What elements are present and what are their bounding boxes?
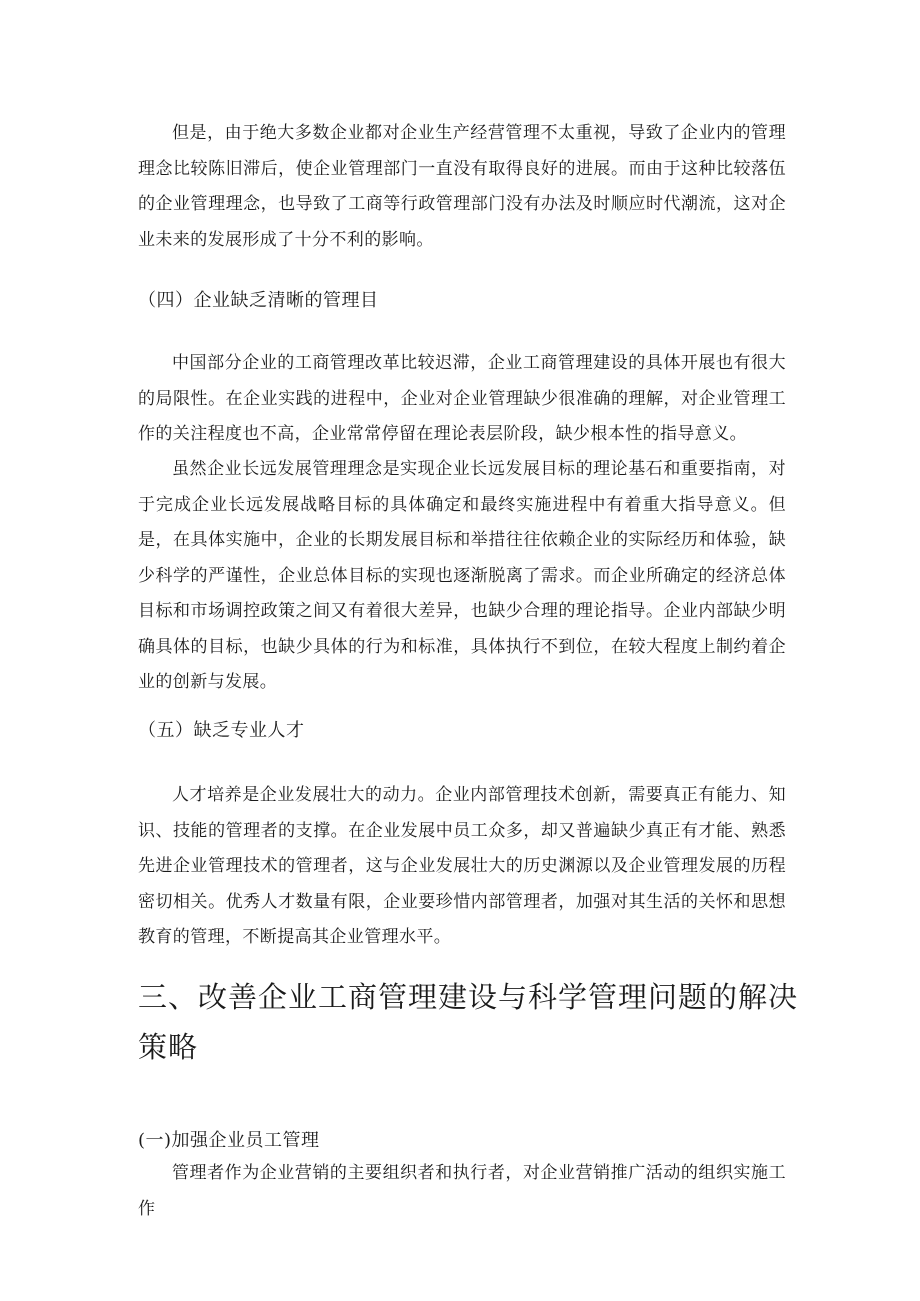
- section-heading-3: 三、改善企业工商管理建设与科学管理问题的解决策略: [138, 980, 799, 1064]
- paragraph-talent: 人才培养是企业发展壮大的动力。企业内部管理技术创新，需要真正有能力、知识、技能的管理者的支撑。在企业发展中员工众多，却又普遍缺少真正有才能、熟悉先进企业管理技术的管理者，这与企业发展壮大的历史渊源以及企业管理发展的历程密切相关。优秀人才数量有限，企业要珍惜内部管理者，加强对其生活的关怀和思想教育的管理，不断提高其企业管理水平。: [138, 785, 786, 947]
- subheading-section-4: （四）企业缺乏清晰的管理目: [138, 290, 379, 311]
- subheading-strengthen-staff: (一)加强企业员工管理: [138, 1130, 320, 1151]
- paragraph-managers-role: 管理者作为企业营销的主要组织者和执行者，对企业营销推广活动的组织实施工作: [138, 1163, 786, 1219]
- paragraph-long-term-goals: 虽然企业长远发展管理理念是实现企业长远发展目标的理论基石和重要指南，对于完成企业长远发展战略目标的具体确定和最终实施进程中有着重大指导意义。但是，在具体实施中，企业的长期发展目标和举措往往依赖企业的实际经历和体验，缺少科学的严谨性，企业总体目标的实现也逐渐脱离了需求。而企业所确定的经济总体目标和市场调控政策之间又有着很大差异，也缺少合理的理论指导。企业内部缺少明确具体的目标，也缺少具体的行为和标准，具体执行不到位，在较大程度上制约着企业的创新与发展。: [138, 459, 786, 692]
- subheading-section-5: （五）缺乏专业人才: [138, 720, 305, 741]
- paragraph-reform-lag: 中国部分企业的工商管理改革比较迟滞，企业工商管理建设的具体开展也有很大的局限性。在企业实践的进程中，企业对企业管理缺少很准确的理解，对企业管理工作的关注程度也不高，企业常常停留在理论表层阶段，缺少根本性的指导意义。: [138, 353, 786, 444]
- paragraph-management-concept: 但是，由于绝大多数企业都对企业生产经营管理不太重视，导致了企业内的管理理念比较陈旧滞后，使企业管理部门一直没有取得良好的进展。而由于这种比较落伍的企业管理理念，也导致了工商等行政管理部门没有办法及时顺应时代潮流，这对企业未来的发展形成了十分不利的影响。: [138, 123, 786, 250]
